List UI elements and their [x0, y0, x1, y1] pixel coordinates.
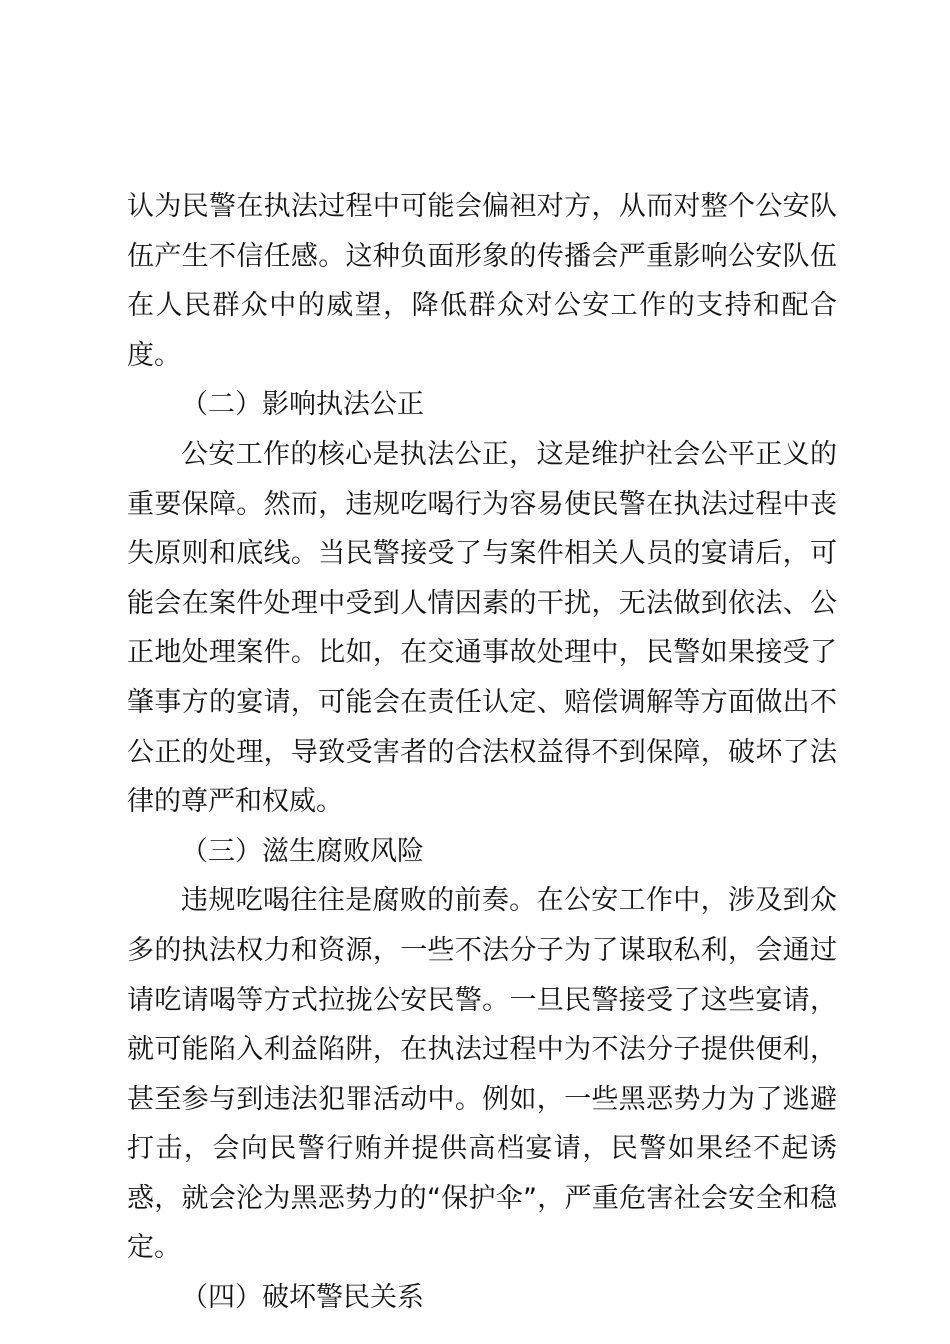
- paragraph-corruption-risk: 违规吃喝往往是腐败的前奏。在公安工作中，涉及到众多的执法权力和资源，一些不法分子为了谋取私利，会通过请吃请喝等方式拉拢公安民警。一旦民警接受了这些宴请，就可能陷入利益陷阱，在执法过程中为不法分子提供便利，甚至参与到违法犯罪活动中。例如，一些黑恶势力为了逃避打击，会向民警行贿并提供高档宴请，民警如果经不起诱惑，就会沦为黑恶势力的“保护伞”，严重危害社会安全和稳定。: [127, 885, 837, 1264]
- paragraph-law-enforcement: 公安工作的核心是执法公正，这是维护社会公平正义的重要保障。然而，违规吃喝行为容易使民警在执法过程中丧失原则和底线。当民警接受了与案件相关人员的宴请后，可能会在案件处理中受到人情因素的干扰，无法做到依法、公正地处理案件。比如，在交通事故处理中，民警如果接受了肇事方的宴请，可能会在责任认定、赔偿调解等方面做出不公正的处理，导致受害者的合法权益得不到保障，破坏了法律的尊严和权威。: [127, 438, 837, 818]
- section-heading-3: （三）滋生腐败风险: [181, 835, 424, 867]
- section-heading-4: （四）破坏警民关系: [181, 1282, 424, 1314]
- section-heading-2: （二）影响执法公正: [181, 389, 424, 421]
- paragraph-continued: 认为民警在执法过程中可能会偏袒对方，从而对整个公安队伍产生不信任感。这种负面形象的传播会严重影响公安队伍在人民群众中的威望，降低群众对公安工作的支持和配合度。: [127, 191, 837, 371]
- document-body: [127, 182, 837, 1323]
